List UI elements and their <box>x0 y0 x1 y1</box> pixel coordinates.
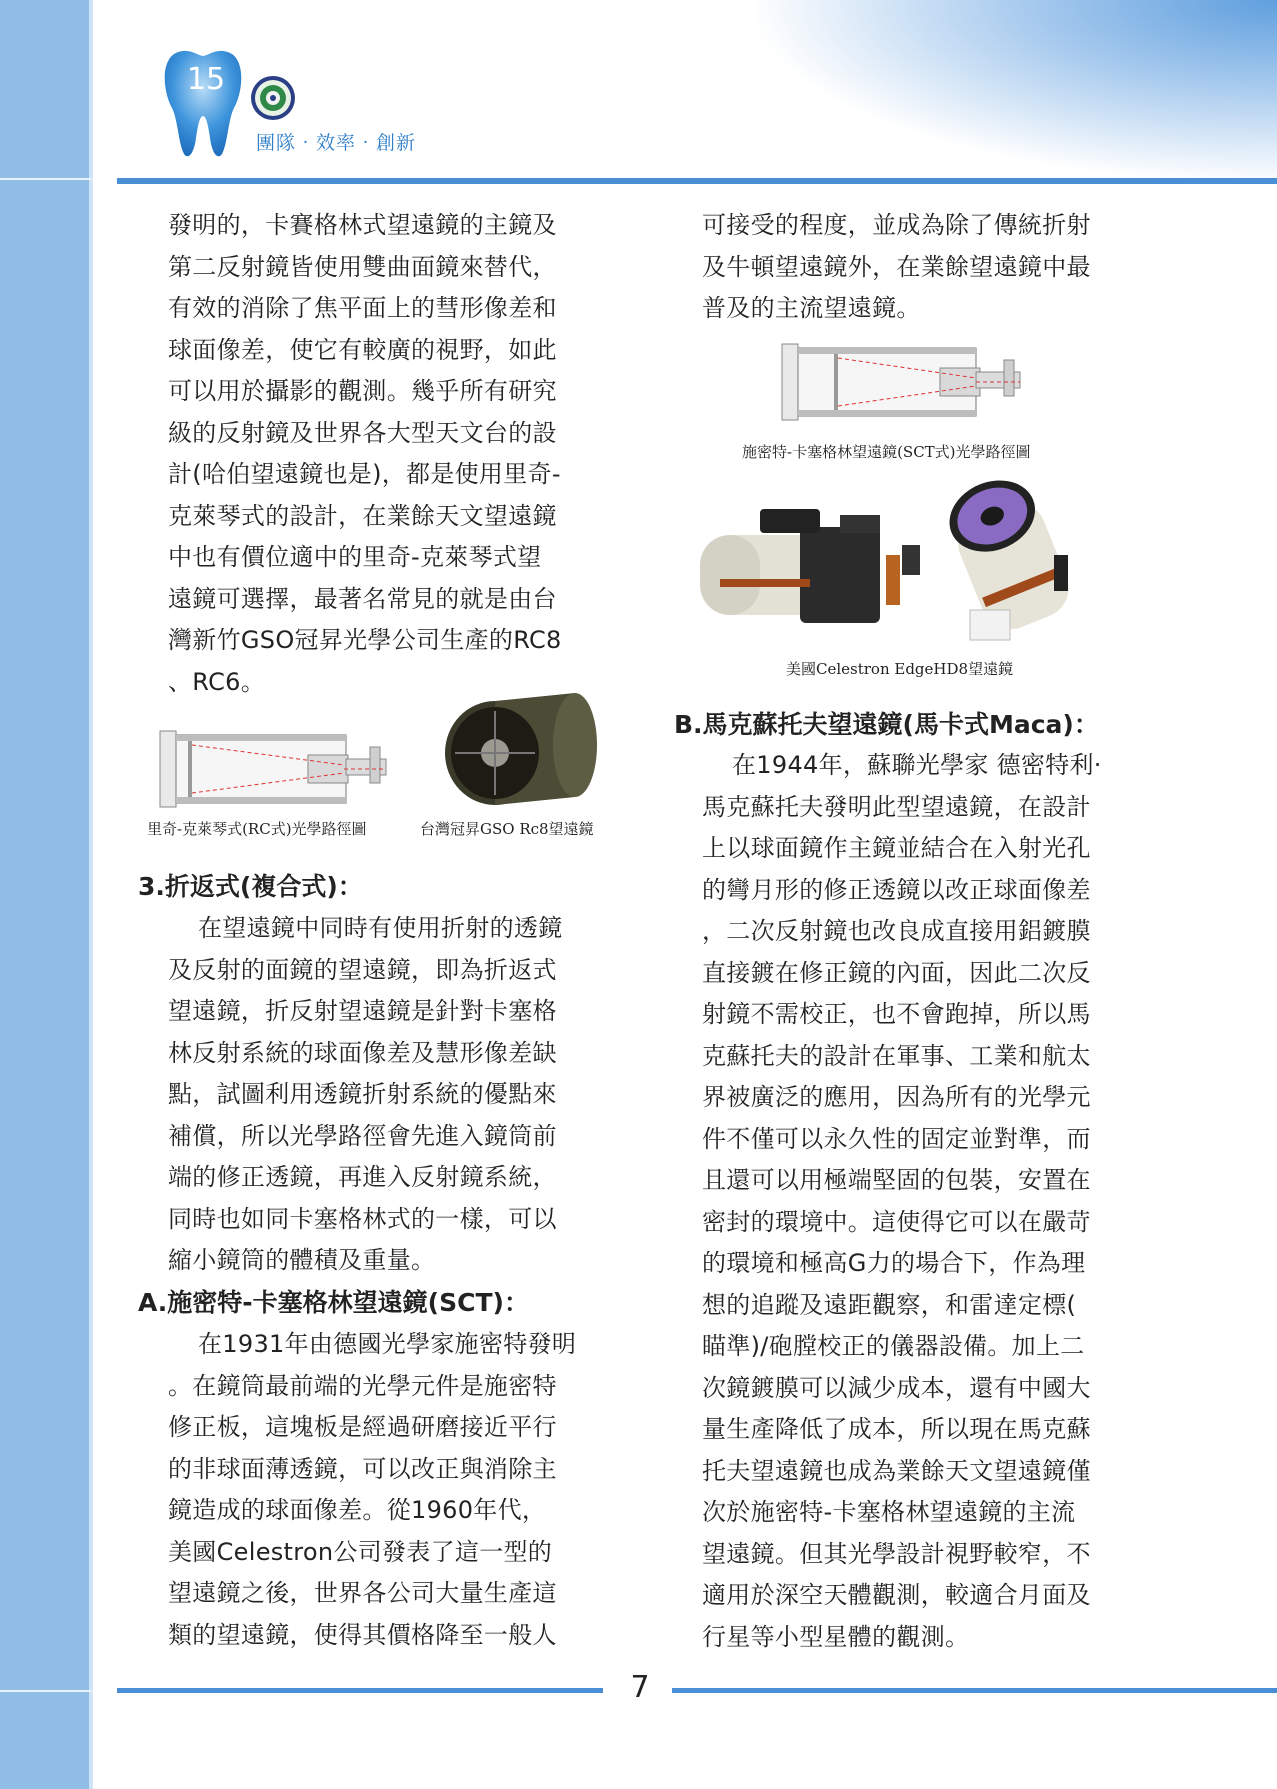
side-band-edge <box>89 0 93 1789</box>
text-line: 想的追蹤及遠距觀察，和雷達定標( <box>702 1290 1077 1319</box>
page-number: 7 <box>630 1670 650 1705</box>
text-line: 密封的環境中。這使得它可以在嚴苛 <box>702 1207 1091 1236</box>
text-line: 直接鍍在修正鏡的內面，因此二次反 <box>702 958 1091 987</box>
section-3-heading: 3.折返式(複合式)： <box>138 872 363 901</box>
text-line: 界被廣泛的應用，因為所有的光學元 <box>702 1083 1091 1111</box>
text-line: 射鏡不需校正，也不會跑掉，所以馬 <box>702 1000 1091 1028</box>
text-line: 有效的消除了焦平面上的彗形像差和 <box>168 294 557 322</box>
text-line: 適用於深空天體觀測，較適合月面及 <box>702 1581 1091 1609</box>
text-line: 克萊琴式的設計，在業餘天文望遠鏡 <box>168 501 557 530</box>
text-line: 量生產降低了成本，所以現在馬克蘇 <box>702 1415 1091 1443</box>
gso-rc8-caption: 台灣冠昇GSO Rc8望遠鏡 <box>420 820 594 838</box>
text-line: 的環境和極高G力的場合下，作為理 <box>702 1249 1086 1277</box>
bottom-rule-left <box>117 1688 603 1693</box>
text-line: 瞄準)/砲膛校正的儀器設備。加上二 <box>702 1332 1085 1360</box>
sct-path-caption: 施密特-卡塞格林望遠鏡(SCT式)光學路徑圖 <box>742 443 1031 461</box>
text-line: 及牛頓望遠鏡外，在業餘望遠鏡中最 <box>702 252 1091 281</box>
text-line: 。在鏡筒最前端的光學元件是施密特 <box>168 1371 557 1400</box>
text-line: 望遠鏡。但其光學設計視野較窄，不 <box>702 1539 1091 1568</box>
side-band <box>0 0 93 1789</box>
section-a-heading: A.施密特-卡塞格林望遠鏡(SCT)： <box>138 1288 529 1317</box>
text-line: ，二次反射鏡也改良成直接用鋁鍍膜 <box>702 917 1091 945</box>
celestron-edgehd8-figure <box>690 475 1100 645</box>
text-line: 發明的，卡賽格林式望遠鏡的主鏡及 <box>168 211 557 239</box>
section-b-paragraph <box>702 745 1152 1658</box>
side-band-divider-bottom <box>0 1690 93 1692</box>
text-line: 林反射系統的球面像差及慧形像差缺 <box>168 1038 557 1067</box>
edgehd8-caption: 美國Celestron EdgeHD8望遠鏡 <box>786 660 1014 678</box>
text-line: 可以用於攝影的觀測。幾乎所有研究 <box>168 377 557 405</box>
text-line: 行星等小型星體的觀測。 <box>702 1622 970 1651</box>
right-intro-paragraph <box>702 205 1152 330</box>
text-line: 類的望遠鏡，使得其價格降至一般人 <box>168 1620 557 1649</box>
text-line: 件不僅可以永久性的固定並對準，而 <box>702 1124 1091 1153</box>
text-line: 普及的主流望遠鏡。 <box>702 294 921 322</box>
text-line: 上以球面鏡作主鏡並結合在入射光孔 <box>702 834 1091 862</box>
right-column <box>702 205 1152 330</box>
side-band-divider-top <box>0 178 93 180</box>
text-line: 可接受的程度，並成為除了傳統折射 <box>702 211 1091 239</box>
rc-optical-path-figure <box>158 725 398 815</box>
section-b-heading: B.馬克蘇托夫望遠鏡(馬卡式Maca)： <box>674 710 1099 739</box>
text-line: 的非球面薄透鏡，可以改正與消除主 <box>168 1454 557 1483</box>
text-line: 球面像差，使它有較廣的視野，如此 <box>168 335 557 364</box>
gso-rc8-figure <box>425 685 600 810</box>
text-line: 縮小鏡筒的體積及重量。 <box>168 1246 436 1274</box>
section-a-paragraph <box>168 1324 623 1656</box>
text-line: 級的反射鏡及世界各大型天文台的設 <box>168 418 557 447</box>
text-line: 的彎月形的修正透鏡以改正球面像差 <box>702 875 1091 904</box>
text-line: 鏡造成的球面像差。從1960年代， <box>168 1496 547 1524</box>
section-3-paragraph <box>168 908 623 1282</box>
issue-number: 15 <box>186 62 226 97</box>
left-intro-paragraph <box>168 205 623 703</box>
bottom-rule-right <box>672 1688 1277 1693</box>
text-line: 次鏡鍍膜可以減少成本，還有中國大 <box>702 1373 1091 1402</box>
text-line: 遠鏡可選擇，最著名常見的就是由台 <box>168 584 557 613</box>
left-column <box>168 205 623 703</box>
text-line: 端的修正透鏡，再進入反射鏡系統， <box>168 1163 557 1191</box>
motto: 團隊‧效率‧創新 <box>256 132 417 154</box>
text-line: 美國Celestron公司發表了這一型的 <box>168 1537 553 1566</box>
text-line: 且還可以用極端堅固的包裝，安置在 <box>702 1166 1091 1194</box>
text-line: 計(哈伯望遠鏡也是)，都是使用里奇- <box>168 460 561 488</box>
text-line: 補償，所以光學路徑會先進入鏡筒前 <box>168 1121 557 1150</box>
text-line: 灣新竹GSO冠昇光學公司生產的RC8 <box>168 626 562 654</box>
text-line: 修正板，這塊板是經過研磨接近平行 <box>168 1413 557 1441</box>
text-line: 托夫望遠鏡也成為業餘天文望遠鏡僅 <box>702 1456 1091 1485</box>
top-rule <box>117 178 1277 184</box>
text-line: 及反射的面鏡的望遠鏡，即為折返式 <box>168 955 557 984</box>
text-line: 同時也如同卡塞格林式的一樣，可以 <box>168 1204 557 1233</box>
text-line: 馬克蘇托夫發明此型望遠鏡，在設計 <box>702 792 1091 821</box>
text-line: 望遠鏡，折反射望遠鏡是針對卡塞格 <box>168 997 557 1025</box>
sct-optical-path-figure <box>780 338 1040 428</box>
text-line: 中也有價位適中的里奇-克萊琴式望 <box>168 543 542 571</box>
text-line: 點，試圖利用透鏡折射系統的優點來 <box>168 1080 557 1108</box>
text-line: 在1944年，蘇聯光學家 德密特利· <box>732 751 1102 779</box>
text-line: 望遠鏡之後，世界各公司大量生產這 <box>168 1579 557 1607</box>
text-line: 第二反射鏡皆使用雙曲面鏡來替代， <box>168 252 557 281</box>
text-line: 克蘇托夫的設計在軍事、工業和航太 <box>702 1041 1091 1070</box>
text-line: 、RC6。 <box>168 667 266 696</box>
header-glow <box>757 0 1277 180</box>
text-line: 在1931年由德國光學家施密特發明 <box>198 1330 577 1358</box>
emblem-icon <box>249 74 297 122</box>
text-line: 次於施密特-卡塞格林望遠鏡的主流 <box>702 1498 1076 1526</box>
text-line: 在望遠鏡中同時有使用折射的透鏡 <box>198 914 563 942</box>
rc-path-caption: 里奇-克萊琴式(RC式)光學路徑圖 <box>147 820 367 838</box>
